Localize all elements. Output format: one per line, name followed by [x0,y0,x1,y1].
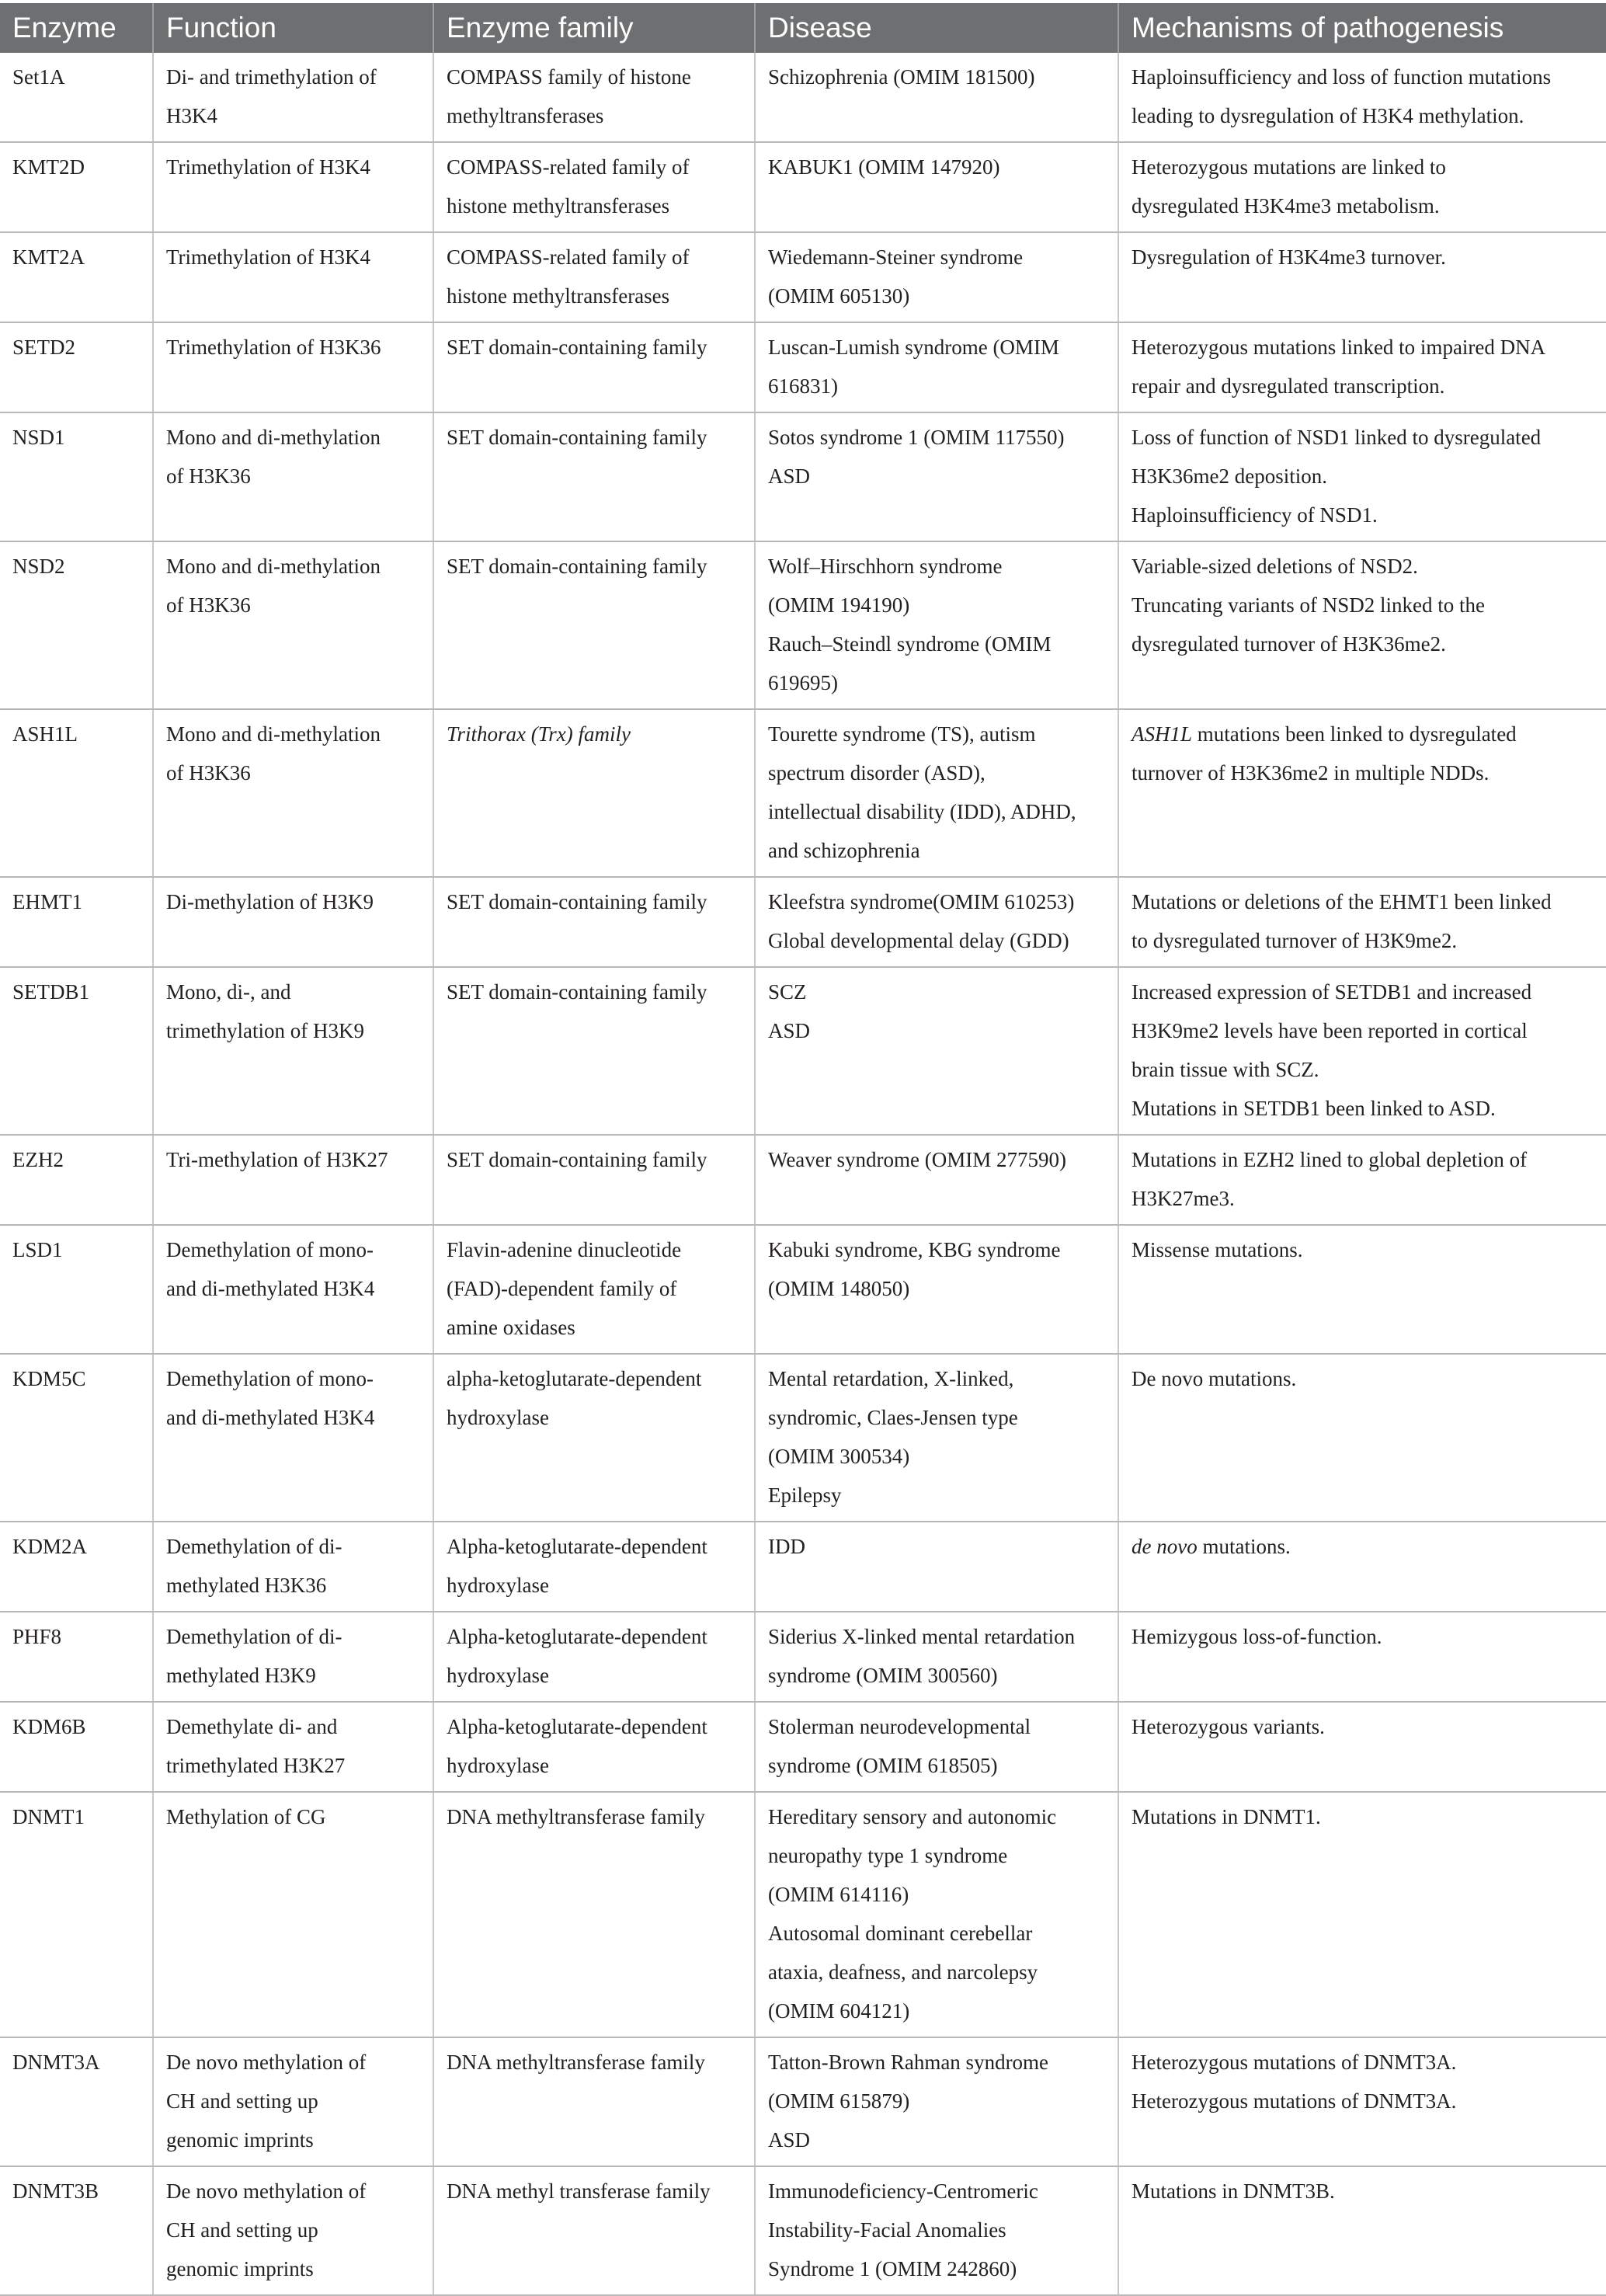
function-cell-line: Trimethylation of H3K4 [166,245,370,269]
mechanism-cell-line: Variable-sized deletions of NSD2. [1132,555,1418,578]
mechanism-cell-text: mutations been linked to dysregulated [1197,722,1517,746]
family-cell [433,877,755,967]
mechanism-cell-line: Heterozygous mutations of DNMT3A. [1132,2051,1457,2074]
mechanism-cell-line: Truncating variants of NSD2 linked to the [1132,593,1485,617]
family-cell-line: hydroxylase [447,1406,549,1429]
function-cell [153,1522,433,1612]
function-cell-line: Di-methylation of H3K9 [166,890,374,913]
function-cell-line: Di- and trimethylation of [166,65,377,89]
mechanism-cell-line: dysregulated turnover of H3K36me2. [1132,632,1446,656]
function-cell [153,877,433,967]
table-row [0,877,1606,967]
header-mechanisms: Mechanisms of pathogenesis [1118,3,1606,53]
function-cell-line: Demethylation of di- [166,1535,342,1558]
function-cell-line: methylated H3K9 [166,1664,316,1687]
table-row [0,1225,1606,1354]
enzyme-cell: SETDB1 [0,967,153,1135]
disease-cell [755,1702,1118,1792]
disease-cell-line: intellectual disability (IDD), ADHD, [768,800,1076,823]
mechanism-cell-line: brain tissue with SCZ. [1132,1058,1319,1081]
disease-cell-line: 619695) [768,671,838,694]
mechanism-cell [1118,877,1606,967]
function-cell [153,1354,433,1522]
disease-cell-line: Stolerman neurodevelopmental [768,1715,1031,1738]
enzyme-cell: KMT2A [0,232,153,322]
function-cell-line: Trimethylation of H3K4 [166,155,370,179]
disease-cell-line: Wolf–Hirschhorn syndrome [768,555,1003,578]
function-cell [153,709,433,877]
mechanism-cell [1118,967,1606,1135]
mechanism-cell-line: Heterozygous mutations are linked to [1132,155,1446,179]
function-cell [153,1225,433,1354]
table-row [0,1354,1606,1522]
family-cell-line: SET domain-containing family [447,336,707,359]
family-cell-line: hydroxylase [447,1664,549,1687]
function-cell [153,2037,433,2166]
mechanism-cell [1118,232,1606,322]
function-cell [153,541,433,709]
enzyme-cell: ASH1L [0,709,153,877]
mechanism-cell-line: Heterozygous mutations linked to impaired DNA [1132,336,1546,359]
mechanism-cell [1118,53,1606,142]
disease-cell [755,232,1118,322]
disease-cell-line: (OMIM 194190) [768,593,910,617]
function-cell-line: De novo methylation of [166,2179,367,2203]
family-cell [433,142,755,232]
family-cell [433,709,755,877]
family-cell-line: Alpha-ketoglutarate-dependent [447,1715,707,1738]
disease-cell [755,1135,1118,1225]
family-cell-line: DNA methyl transferase family [447,2179,711,2203]
function-cell-line: Demethylation of mono- [166,1367,374,1390]
enzyme-cell: NSD1 [0,412,153,541]
table-row [0,142,1606,232]
enzyme-cell: LSD1 [0,1225,153,1354]
mechanism-cell-line: Dysregulation of H3K4me3 turnover. [1132,245,1446,269]
family-cell [433,1792,755,2037]
enzyme-cell: NSD2 [0,541,153,709]
table-row [0,1702,1606,1792]
disease-cell [755,541,1118,709]
family-cell-line: alpha-ketoglutarate-dependent [447,1367,702,1390]
disease-cell [755,877,1118,967]
mechanism-cell [1118,709,1606,877]
table-row [0,412,1606,541]
function-cell [153,1135,433,1225]
function-cell-line: of H3K36 [166,593,251,617]
disease-cell-line: Mental retardation, X-linked, [768,1367,1014,1390]
function-cell-line: Trimethylation of H3K36 [166,336,381,359]
family-cell [433,1225,755,1354]
disease-cell-line: Kleefstra syndrome(OMIM 610253) [768,890,1075,913]
function-cell-line: CH and setting up [166,2218,318,2242]
mechanism-cell-line: De novo mutations. [1132,1367,1297,1390]
mechanism-cell-line: Mutations or deletions of the EHMT1 been linked [1132,890,1552,913]
disease-cell-line: Luscan-Lumish syndrome (OMIM [768,336,1059,359]
mechanism-cell [1118,2166,1606,2295]
mechanism-cell [1118,1702,1606,1792]
mechanism-cell [1118,1612,1606,1702]
disease-cell-line: Syndrome 1 (OMIM 242860) [768,2257,1017,2280]
mechanism-cell-line: Mutations in EZH2 lined to global depletion of [1132,1148,1528,1171]
mechanism-cell-line: Missense mutations. [1132,1238,1303,1261]
disease-cell [755,1612,1118,1702]
function-cell [153,1792,433,2037]
mechanism-cell-line: to dysregulated turnover of H3K9me2. [1132,929,1458,952]
family-cell [433,232,755,322]
function-cell-line: H3K4 [166,104,217,127]
family-cell-line: Flavin-adenine dinucleotide [447,1238,682,1261]
enzyme-cell: DNMT1 [0,1792,153,2037]
table-row [0,53,1606,142]
function-cell-line: CH and setting up [166,2089,318,2113]
function-cell-line: genomic imprints [166,2128,314,2152]
table-body [0,53,1606,2295]
table-header [0,3,1606,53]
mechanism-cell [1118,1522,1606,1612]
function-cell [153,53,433,142]
family-cell [433,322,755,412]
mechanism-cell [1118,322,1606,412]
mechanism-cell-text: mutations. [1202,1535,1291,1558]
mechanism-cell-line: Mutations in DNMT3B. [1132,2179,1335,2203]
function-cell-line: Demethylation of di- [166,1625,342,1648]
family-cell-line: COMPASS-related family of [447,245,690,269]
family-cell [433,2037,755,2166]
function-cell-line: trimethylated H3K27 [166,1754,346,1777]
disease-cell [755,1225,1118,1354]
disease-cell-line: Kabuki syndrome, KBG syndrome [768,1238,1061,1261]
family-cell-line: SET domain-containing family [447,555,707,578]
family-cell [433,1354,755,1522]
disease-cell-line: Weaver syndrome (OMIM 277590) [768,1148,1066,1171]
mechanism-cell [1118,142,1606,232]
disease-cell [755,2166,1118,2295]
table-row [0,1522,1606,1612]
disease-cell-line: Tatton-Brown Rahman syndrome [768,2051,1049,2074]
disease-cell-line: syndromic, Claes-Jensen type [768,1406,1018,1429]
mechanism-cell [1118,1135,1606,1225]
family-cell-line: COMPASS family of histone [447,65,691,89]
disease-cell-line: Schizophrenia (OMIM 181500) [768,65,1035,89]
enzyme-cell: Set1A [0,53,153,142]
mechanism-cell-line: H3K36me2 deposition. [1132,464,1327,488]
family-cell-line: amine oxidases [447,1316,575,1339]
disease-cell-line: Tourette syndrome (TS), autism [768,722,1036,746]
disease-cell [755,1522,1118,1612]
disease-cell-line: Global developmental delay (GDD) [768,929,1069,952]
family-cell [433,1135,755,1225]
disease-cell [755,322,1118,412]
family-cell [433,1522,755,1612]
disease-cell-line: 616831) [768,374,838,398]
mechanism-cell-line: Loss of function of NSD1 linked to dysregulated [1132,426,1542,449]
function-cell-line: Mono and di-methylation [166,722,381,746]
mechanism-cell-line: H3K27me3. [1132,1187,1235,1210]
family-cell-line: histone methyltransferases [447,284,670,308]
family-cell-line: (FAD)-dependent family of [447,1277,677,1300]
function-cell-line: genomic imprints [166,2257,314,2280]
header-row [0,3,1606,53]
disease-cell-line: Immunodeficiency-Centromeric [768,2179,1038,2203]
table-row [0,709,1606,877]
family-cell [433,541,755,709]
disease-cell [755,53,1118,142]
disease-cell [755,1792,1118,2037]
mechanism-cell-line: turnover of H3K36me2 in multiple NDDs. [1132,761,1490,784]
mechanism-cell-line: Heterozygous mutations of DNMT3A. [1132,2089,1457,2113]
disease-cell-line: Wiedemann-Steiner syndrome [768,245,1024,269]
function-cell-line: Mono and di-methylation [166,555,381,578]
disease-cell-line: (OMIM 615879) [768,2089,910,2113]
function-cell-line: Tri-methylation of H3K27 [166,1148,388,1171]
function-cell [153,1702,433,1792]
disease-cell [755,412,1118,541]
disease-cell-line: (OMIM 148050) [768,1277,910,1300]
function-cell-line: and di-methylated H3K4 [166,1406,375,1429]
enzyme-cell: EZH2 [0,1135,153,1225]
mechanism-cell-line: Mutations in SETDB1 been linked to ASD. [1132,1097,1496,1120]
function-cell-line: Mono, di-, and [166,980,291,1004]
mechanism-cell [1118,1225,1606,1354]
mechanism-cell-italic-term: ASH1L [1132,722,1193,746]
disease-cell-line: syndrome (OMIM 300560) [768,1664,998,1687]
table-row [0,232,1606,322]
disease-cell-line: Autosomal dominant cerebellar [768,1922,1033,1945]
family-cell-line: methyltransferases [447,104,604,127]
disease-cell-line: Sotos syndrome 1 (OMIM 117550) [768,426,1065,449]
function-cell-line: Demethylate di- and [166,1715,338,1738]
disease-cell-line: ASD [768,464,811,488]
family-cell-line: SET domain-containing family [447,890,707,913]
disease-cell-line: ataxia, deafness, and narcolepsy [768,1960,1038,1984]
function-cell-line: of H3K36 [166,464,251,488]
mechanism-cell [1118,541,1606,709]
family-cell [433,2166,755,2295]
enzyme-cell: KDM6B [0,1702,153,1792]
disease-cell [755,709,1118,877]
function-cell [153,1612,433,1702]
disease-cell-line: Siderius X-linked mental retardation [768,1625,1076,1648]
table-row [0,1135,1606,1225]
function-cell-line: and di-methylated H3K4 [166,1277,375,1300]
mechanism-cell-line: Hemizygous loss-of-function. [1132,1625,1382,1648]
family-cell-line: Alpha-ketoglutarate-dependent [447,1625,707,1648]
disease-cell-line: syndrome (OMIM 618505) [768,1754,998,1777]
mechanism-cell [1118,1354,1606,1522]
disease-cell [755,142,1118,232]
enzyme-cell: DNMT3A [0,2037,153,2166]
mechanism-cell-italic-term: de novo [1132,1535,1198,1558]
mechanism-cell [1118,1792,1606,2037]
disease-cell [755,1354,1118,1522]
mechanism-cell-line: Increased expression of SETDB1 and increased [1132,980,1532,1004]
disease-cell-line: SCZ [768,980,807,1004]
table-row [0,322,1606,412]
disease-cell-line: (OMIM 300534) [768,1445,910,1468]
mechanism-cell-line: H3K9me2 levels have been reported in cortical [1132,1019,1528,1042]
disease-cell-line: Hereditary sensory and autonomic [768,1805,1057,1828]
disease-cell [755,967,1118,1135]
family-cell [433,1612,755,1702]
header-enzyme: Enzyme [0,3,153,53]
family-cell-line: COMPASS-related family of [447,155,690,179]
family-cell-line: SET domain-containing family [447,426,707,449]
family-cell-line: DNA methyltransferase family [447,1805,705,1828]
header-enzyme-family: Enzyme family [433,3,755,53]
function-cell [153,142,433,232]
disease-cell-line: ASD [768,2128,811,2152]
table-row [0,2166,1606,2295]
enzyme-cell: PHF8 [0,1612,153,1702]
enzyme-cell: EHMT1 [0,877,153,967]
mechanism-cell [1118,412,1606,541]
table-row [0,1612,1606,1702]
family-cell-line: hydroxylase [447,1754,549,1777]
function-cell [153,2166,433,2295]
mechanism-cell-line: Haploinsufficiency and loss of function mutations [1132,65,1552,89]
mechanism-cell [1118,2037,1606,2166]
disease-cell-line: Epilepsy [768,1484,842,1507]
function-cell [153,232,433,322]
function-cell-line: De novo methylation of [166,2051,367,2074]
function-cell-line: of H3K36 [166,761,251,784]
function-cell-line: Mono and di-methylation [166,426,381,449]
mechanism-cell-line: leading to dysregulation of H3K4 methylation. [1132,104,1524,127]
family-cell-line: Trithorax (Trx) family [447,722,631,746]
header-function: Function [153,3,433,53]
mechanism-cell-line: Mutations in DNMT1. [1132,1805,1321,1828]
mechanism-cell-line: repair and dysregulated transcription. [1132,374,1445,398]
disease-cell-line: Rauch–Steindl syndrome (OMIM [768,632,1052,656]
family-cell [433,1702,755,1792]
disease-cell-line: ASD [768,1019,811,1042]
mechanism-cell-line [1132,1527,1594,1566]
mechanism-cell-line: dysregulated H3K4me3 metabolism. [1132,194,1440,217]
disease-cell-line: (OMIM 614116) [768,1883,909,1906]
enzyme-cell: KDM2A [0,1522,153,1612]
function-cell [153,322,433,412]
family-cell-line: hydroxylase [447,1574,549,1597]
disease-cell-line: (OMIM 604121) [768,1999,910,2023]
function-cell-line: Demethylation of mono- [166,1238,374,1261]
disease-cell-line: spectrum disorder (ASD), [768,761,985,784]
enzyme-cell: KMT2D [0,142,153,232]
table-row [0,2037,1606,2166]
family-cell [433,967,755,1135]
function-cell [153,967,433,1135]
family-cell-line: DNA methyltransferase family [447,2051,705,2074]
header-disease: Disease [755,3,1118,53]
disease-cell-line: (OMIM 605130) [768,284,910,308]
disease-cell-line: Instability-Facial Anomalies [768,2218,1006,2242]
disease-cell [755,2037,1118,2166]
disease-cell-line: KABUK1 (OMIM 147920) [768,155,1000,179]
family-cell-line: SET domain-containing family [447,1148,707,1171]
disease-cell-line: and schizophrenia [768,839,920,862]
enzyme-cell: DNMT3B [0,2166,153,2295]
disease-cell-line: IDD [768,1535,805,1558]
family-cell-line: SET domain-containing family [447,980,707,1004]
function-cell-line: trimethylation of H3K9 [166,1019,364,1042]
function-cell-line: Methylation of CG [166,1805,326,1828]
family-cell-line: histone methyltransferases [447,194,670,217]
enzyme-cell: KDM5C [0,1354,153,1522]
table-row [0,541,1606,709]
mechanism-cell-line: Heterozygous variants. [1132,1715,1325,1738]
enzyme-table [0,3,1606,2296]
enzyme-cell: SETD2 [0,322,153,412]
mechanism-cell-line [1132,715,1594,753]
mechanism-cell-line: Haploinsufficiency of NSD1. [1132,503,1378,527]
table-row [0,967,1606,1135]
table-row [0,1792,1606,2037]
family-cell [433,412,755,541]
function-cell-line: methylated H3K36 [166,1574,327,1597]
family-cell [433,53,755,142]
family-cell-line: Alpha-ketoglutarate-dependent [447,1535,707,1558]
function-cell [153,412,433,541]
disease-cell-line: neuropathy type 1 syndrome [768,1844,1008,1867]
